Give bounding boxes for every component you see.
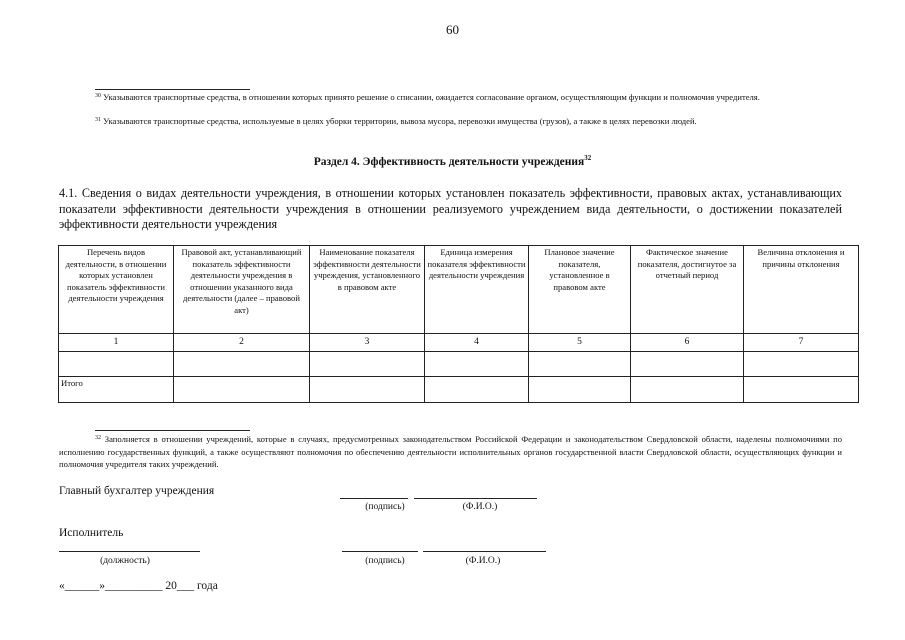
column-number: 3 — [310, 334, 425, 352]
header-cell: Единица измерения показателя эффективности деятельности учреждения — [425, 246, 529, 334]
footnote-32 — [59, 433, 842, 471]
header-cell: Правовой акт, устанавливающий показатель эффективности деятельности учреждения в отношении указанного вида деятельности (далее – правовой акт) — [174, 246, 310, 334]
table-cell[interactable] — [631, 352, 744, 377]
table-header-row — [59, 246, 859, 334]
column-number: 5 — [529, 334, 631, 352]
header-cell: Фактическое значение показателя, достигнутое за отчетный период — [631, 246, 744, 334]
executor-fio-line[interactable] — [423, 551, 546, 552]
footnote-mark: 31 — [95, 117, 101, 123]
chief-fio-line[interactable] — [414, 498, 537, 499]
table-cell[interactable] — [744, 377, 859, 403]
section-title: Раздел 4. Эффективность деятельности учреждения — [313, 156, 585, 168]
header-cell: Наименование показателя эффективности деятельности учреждения, установленного в правовом акте — [310, 246, 425, 334]
signature-caption: (подпись) — [365, 502, 405, 512]
position-caption: (должность) — [100, 556, 150, 566]
footnote-30 — [59, 91, 842, 104]
total-label: Итого — [59, 377, 174, 403]
executor-signature-line[interactable] — [342, 551, 418, 552]
footnote-mark: 30 — [95, 93, 101, 99]
chief-accountant-label: Главный бухгалтер учреждения — [59, 485, 215, 497]
executor-label: Исполнитель — [59, 527, 124, 539]
footnote-mark: 32 — [95, 435, 101, 441]
table-cell[interactable] — [529, 377, 631, 403]
footnote-31 — [59, 115, 842, 128]
header-cell: Перечень видов деятельности, в отношении которых установлен показатель эффективности деятельности учреждения — [59, 246, 174, 334]
table-cell[interactable] — [744, 352, 859, 377]
section-footnote-mark: 32 — [584, 154, 592, 162]
signature-caption: (подпись) — [365, 556, 405, 566]
table-cell[interactable] — [425, 352, 529, 377]
page-number: 60 — [446, 22, 459, 37]
fio-caption: (Ф.И.О.) — [462, 502, 498, 512]
table-cell[interactable] — [310, 377, 425, 403]
header-cell: Величина отклонения и причины отклонения — [744, 246, 859, 334]
footnote-separator-top — [95, 89, 250, 90]
table-cell[interactable] — [174, 377, 310, 403]
executor-position-line[interactable] — [59, 551, 200, 552]
footnote-text: Указываются транспортные средства, в отношении которых принято решение о списании, ожидается согласование органом, осуществляющим функции и полномочия учредителя. — [103, 92, 760, 102]
total-row — [59, 377, 859, 403]
section-heading — [0, 156, 905, 168]
table-row — [59, 352, 859, 377]
column-number-row — [59, 334, 859, 352]
column-number: 6 — [631, 334, 744, 352]
table-cell[interactable] — [631, 377, 744, 403]
date-line[interactable]: «______»__________ 20___ года — [59, 580, 218, 592]
intro-paragraph: 4.1. Сведения о видах деятельности учреждения, в отношении которых установлен показатель эффективности, правовых актах, устанавливающих показатели эффективности деятельности учреждения в отношении реализуемого учреждением вида деятельности, о достижении показателей эффективности деятельности учреждения — [59, 186, 842, 231]
footnote-text: Указываются транспортные средства, используемые в целях уборки территории, вывоза мусора, перевозки имущества (грузов), а также в целях перевозки людей. — [103, 116, 697, 126]
column-number: 1 — [59, 334, 174, 352]
table-cell[interactable] — [425, 377, 529, 403]
fio-caption: (Ф.И.О.) — [465, 556, 501, 566]
table-cell[interactable] — [529, 352, 631, 377]
column-number: 2 — [174, 334, 310, 352]
column-number: 4 — [425, 334, 529, 352]
column-number: 7 — [744, 334, 859, 352]
footnote-text: Заполняется в отношении учреждений, которые в случаях, предусмотренных законодательством Российской Федерации и законодательством Свердловской области, наделены полномочиями по исполнению государственных функций, а также осуществляют полномочия по обеспечению деятельности исполнительных органов государственной власти Свердловской области, осуществляющих функции и полномочия учредителя таких учреждений. — [59, 434, 842, 469]
table-cell[interactable] — [174, 352, 310, 377]
efficiency-table — [58, 245, 859, 403]
footnote-separator-bottom — [95, 430, 250, 431]
chief-signature-line[interactable] — [340, 498, 408, 499]
table-cell[interactable] — [59, 352, 174, 377]
header-cell: Плановое значение показателя, установленное в правовом акте — [529, 246, 631, 334]
table-cell[interactable] — [310, 352, 425, 377]
